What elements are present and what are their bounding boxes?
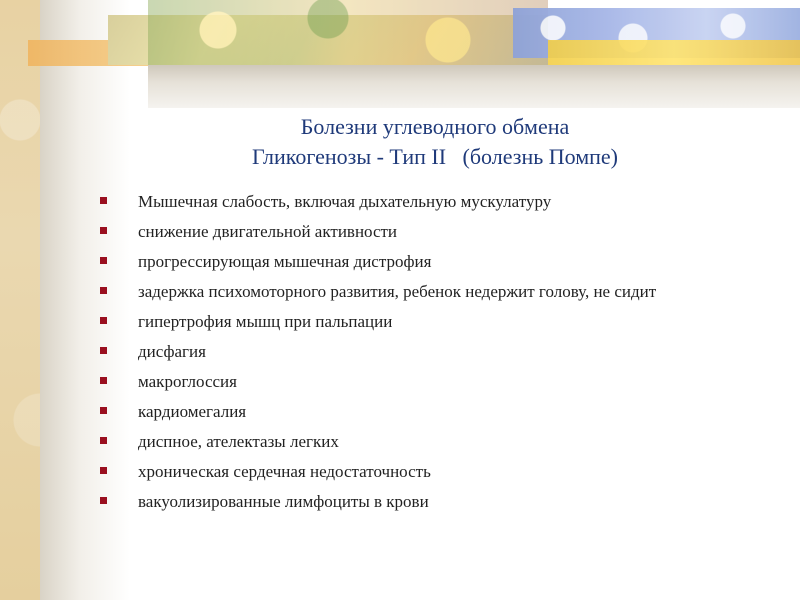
bullet-item (100, 280, 740, 304)
bullet-item (100, 400, 740, 424)
bullet-item (100, 340, 740, 364)
bullet-square-icon (100, 407, 107, 414)
bullet-square-icon (100, 197, 107, 204)
bullet-item (100, 220, 740, 244)
bullet-text: хроническая сердечная недостаточность (138, 462, 431, 481)
bullet-text: гипертрофия мышц при пальпации (138, 312, 393, 331)
bullet-item (100, 430, 740, 454)
bullet-text: дисфагия (138, 342, 206, 361)
bullet-square-icon (100, 467, 107, 474)
decorative-banner (28, 0, 800, 108)
bullet-item (100, 190, 740, 214)
bullet-item (100, 370, 740, 394)
bullet-text: задержка психомоторного развития, ребенок недержит голову, не сидит (138, 282, 657, 301)
slide-title (150, 112, 720, 172)
bullet-text: снижение двигательной активности (138, 222, 398, 241)
bullet-text: прогрессирующая мышечная дистрофия (138, 252, 432, 271)
bullet-item (100, 250, 740, 274)
slide-title-line-1: Болезни углеводного обмена (300, 114, 570, 139)
banner-leaves-image (148, 0, 548, 65)
bullet-text: кардиомегалия (138, 402, 247, 421)
bullet-square-icon (100, 377, 107, 384)
bullet-text: диспное, ателектазы легких (138, 432, 339, 451)
bullet-item (100, 490, 740, 514)
bullet-square-icon (100, 347, 107, 354)
bullet-square-icon (100, 317, 107, 324)
bullet-text: вакуолизированные лимфоциты в крови (138, 492, 429, 511)
bullet-square-icon (100, 257, 107, 264)
slide-title-line-2: Гликогенозы - Тип II (болезнь Помпе) (251, 144, 619, 169)
bullet-list (100, 190, 740, 520)
bullet-item (100, 460, 740, 484)
bullet-text: Мышечная слабость, включая дыхательную мускулатуру (138, 192, 552, 211)
bullet-text: макроглоссия (138, 372, 237, 391)
bullet-item (100, 310, 740, 334)
bullet-square-icon (100, 497, 107, 504)
banner-shadow (148, 65, 800, 108)
bullet-square-icon (100, 287, 107, 294)
bullet-square-icon (100, 227, 107, 234)
bullet-square-icon (100, 437, 107, 444)
